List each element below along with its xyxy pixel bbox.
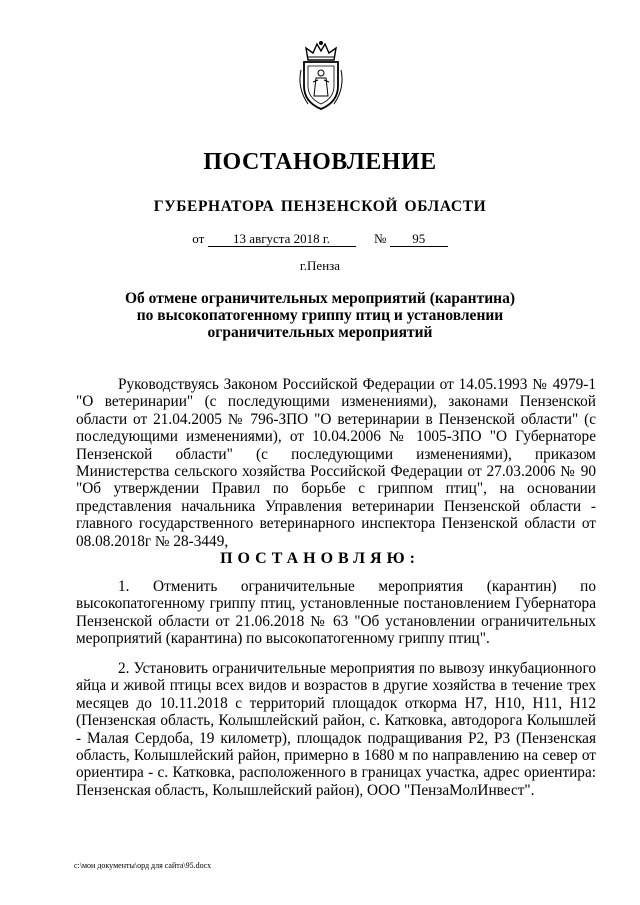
document-date: 13 августа 2018 г.	[208, 232, 356, 247]
decree-heading: ПОСТАНОВЛЯЮ:	[220, 550, 420, 567]
document-issuer: ГУБЕРНАТОРА ПЕНЗЕНСКОЙ ОБЛАСТИ	[153, 198, 487, 215]
subject-line: по высокопатогенному гриппу птиц и установлении	[136, 307, 504, 324]
document-title: ПОСТАНОВЛЕНИЕ	[203, 149, 437, 175]
number-prefix: №	[374, 231, 387, 246]
item-1-paragraph: 1. Отменить ограничительные мероприятия (карантин) по высокопатогенному гриппу птиц, установленные постановлением Губернатора Пензенской области от 21.06.2018 № 63 "Об установлении ограничительных мероприятий (карантина) по высокопатогенному гриппу птиц".	[76, 578, 596, 648]
document-number: 95	[390, 232, 448, 247]
coat-of-arms-emblem	[296, 40, 346, 112]
preamble-paragraph: Руководствуясь Законом Российской Федерации от 14.05.1993 № 4979-1 "О ветеринарии" (с последующими изменениями), законами Пензенской области от 21.04.2005 № 796-ЗПО "О ветеринарии в Пензенской области" (с последующими изменениями), от 10.04.2006 № 1005-ЗПО "О Губернаторе Пензенской области" (с последующими изменениями), приказом Министерства сельского хозяйства Российской Федерации от 27.03.2006 № 90 "Об утверждении Правил по борьбе с гриппом птиц", на основании представления начальника Управления ветеринарии Пензенской области - главного государственного ветеринарного инспектора Пензенской области от 08.08.2018г № 28-3449,	[76, 376, 596, 550]
subject-line: Об отмене ограничительных мероприятий (карантина)	[124, 290, 516, 307]
coat-of-arms-icon	[296, 40, 346, 112]
item-2-paragraph: 2. Установить ограничительные мероприятия по вывозу инкубационного яйца и живой птицы всех видов и возрастов в другие хозяйства в течение трех месяцев до 10.11.2018 с территорий площадок откорма Н7, Н10, Н11, Н12 (Пензенская область, Колышлейский район, с. Катковка, автодорога Колышлей - Малая Сердоба, 19 километр), площадок подращивания Р2, Р3 (Пензенская область, Колышлейский район, примерно в 1680 м по направлению на север от ориентира - с. Катковка, расположенного в границах участка, адрес ориентира: Пензенская область, Колышлейский район), ООО "ПензаМолИнвест".	[76, 660, 596, 799]
subject-line: ограничительных мероприятий	[207, 324, 433, 341]
document-subject	[0, 290, 640, 341]
city-name: г.Пенза	[299, 258, 341, 273]
date-number-line	[0, 231, 640, 247]
date-prefix: от	[192, 231, 205, 246]
file-path-footer: c:\мои документы\орд для сайта\95.docx	[74, 861, 212, 870]
